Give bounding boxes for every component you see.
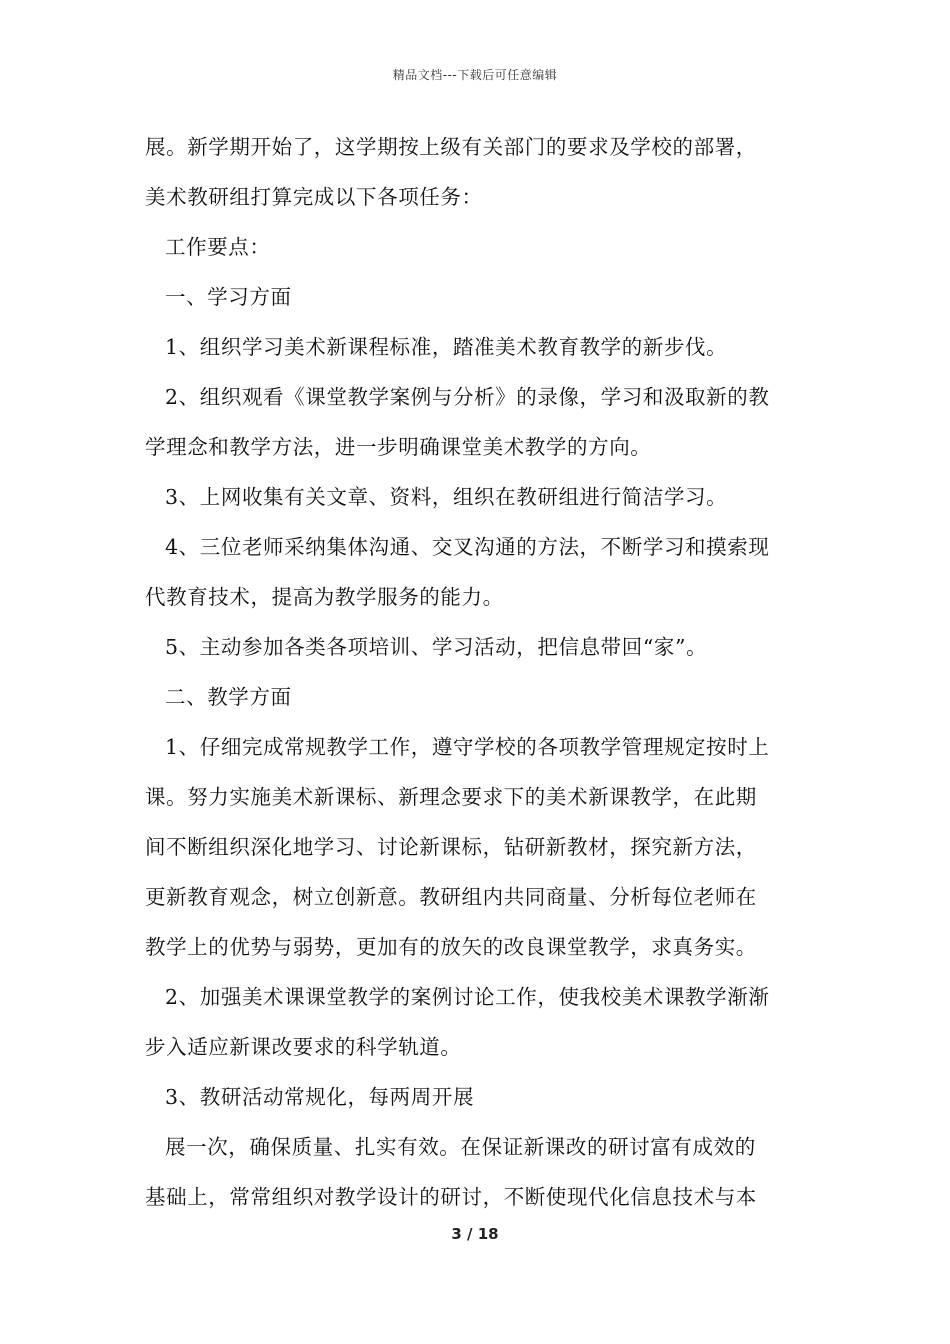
- list-item: 5、主动参加各类各项培训、学习活动，把信息带回“家”。: [165, 635, 708, 659]
- paragraph-line: 步入适应新课改要求的科学轨道。: [145, 1035, 462, 1059]
- section-heading: 工作要点：: [165, 235, 271, 259]
- paragraph-line: 课。努力实施美术新课标、新理念要求下的美术新课教学，在此期: [145, 785, 757, 809]
- section-heading: 二、教学方面: [165, 685, 292, 709]
- list-item: 1、仔细完成常规教学工作，遵守学校的各项教学管理规定按时上: [165, 735, 770, 759]
- paragraph-line: 教学上的优势与弱势，更加有的放矢的改良课堂教学，求真务实。: [145, 935, 757, 959]
- section-heading: 一、学习方面: [165, 285, 292, 309]
- paragraph-line: 展一次，确保质量、扎实有效。在保证新课改的研讨富有成效的: [165, 1135, 756, 1159]
- list-item: 3、上网收集有关文章、资料，组织在教研组进行简洁学习。: [165, 485, 728, 509]
- list-item: 3、教研活动常规化，每两周开展: [165, 1085, 475, 1109]
- list-item: 1、组织学习美术新课程标准，踏准美术教育教学的新步伐。: [165, 335, 728, 359]
- paragraph-line: 学理念和教学方法，进一步明确课堂美术教学的方向。: [145, 435, 652, 459]
- paragraph-line: 基础上，常常组织对教学设计的研讨，不断使现代化信息技术与本: [145, 1185, 757, 1209]
- list-item: 2、加强美术课课堂教学的案例讨论工作，使我校美术课教学渐渐: [165, 985, 770, 1009]
- body-text: [145, 128, 810, 1228]
- paragraph-line: 代教育技术，提高为教学服务的能力。: [145, 585, 504, 609]
- paragraph-line: 展。新学期开始了，这学期按上级有关部门的要求及学校的部署，: [145, 135, 757, 159]
- paragraph-line: 间不断组织深化地学习、讨论新课标，钻研新教材，探究新方法，: [145, 835, 757, 859]
- list-item: 2、组织观看《课堂教学案例与分析》的录像，学习和汲取新的教: [165, 385, 770, 409]
- list-item: 4、三位老师采纳集体沟通、交叉沟通的方法，不断学习和摸索现: [165, 535, 770, 559]
- page-header: 精品文档---下载后可任意编辑: [392, 68, 558, 82]
- paragraph-line: 更新教育观念，树立创新意。教研组内共同商量、分析每位老师在: [145, 885, 757, 909]
- page-number: 3 / 18: [451, 1225, 499, 1243]
- paragraph-line: 美术教研组打算完成以下各项任务：: [145, 185, 483, 209]
